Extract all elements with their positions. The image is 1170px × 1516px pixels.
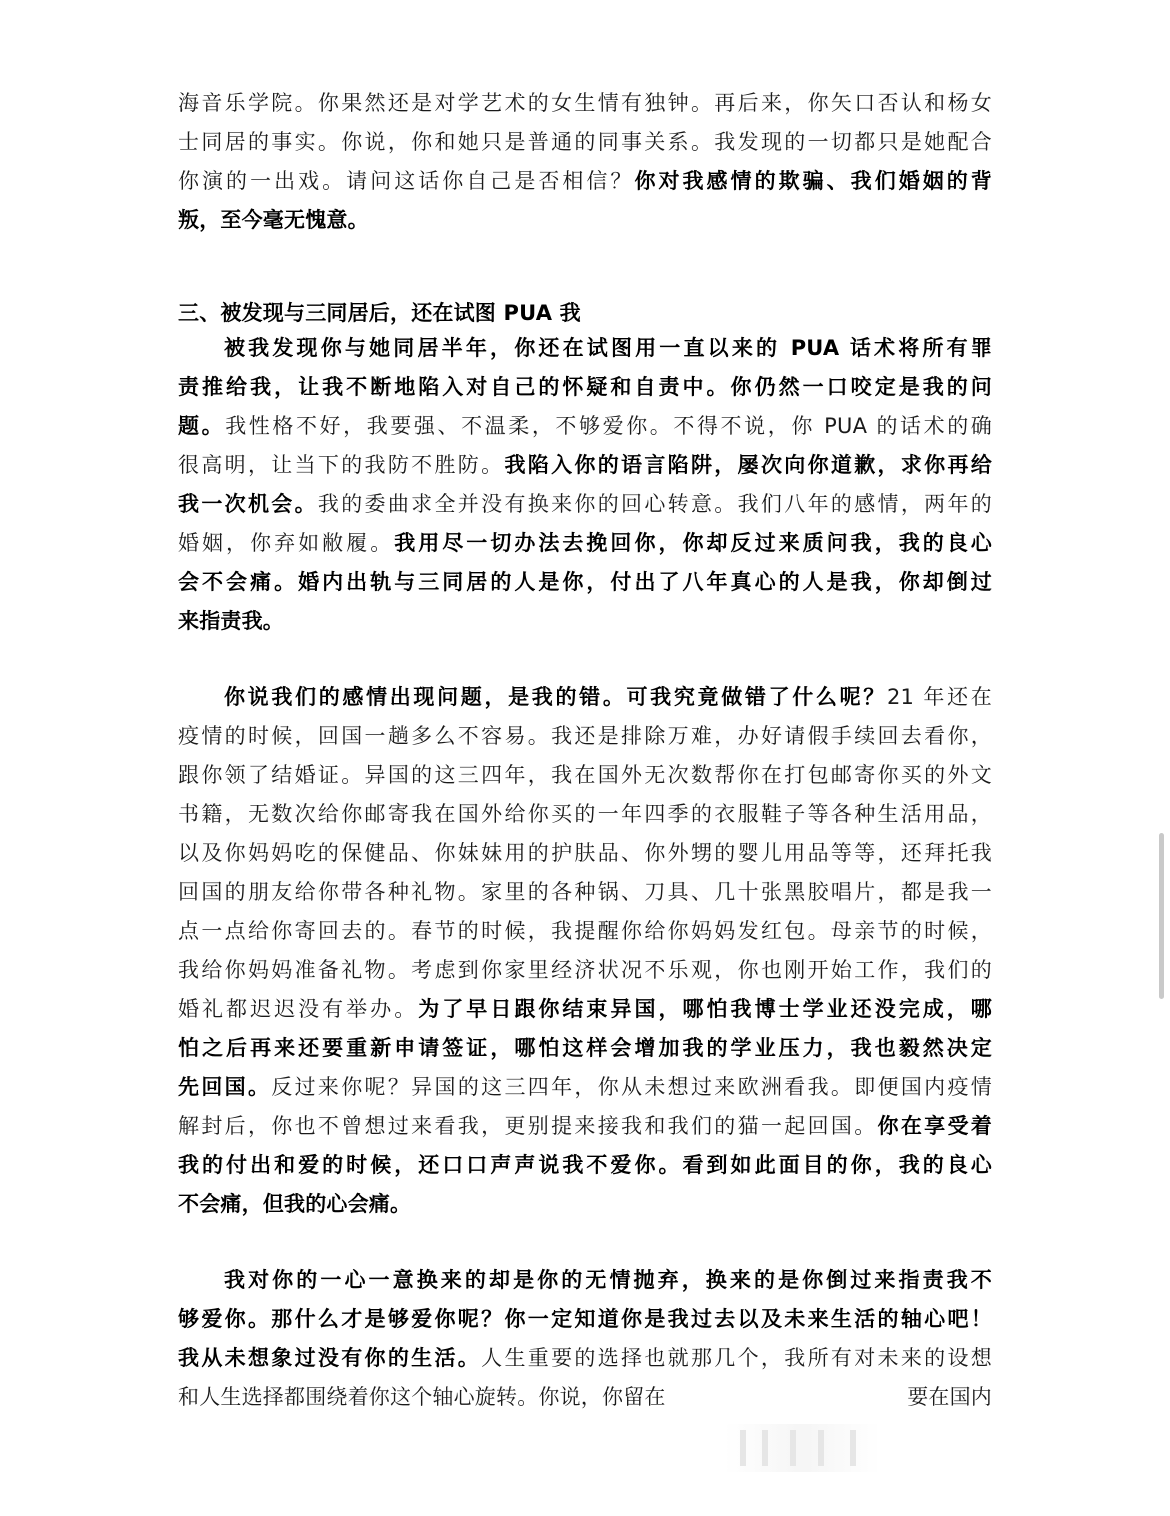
body-text: 人生重要的选择也就那几个，我所有对未来的设想 [481, 1346, 992, 1370]
text-line [178, 446, 992, 485]
redaction-blur [700, 1424, 905, 1472]
body-text: 我给你妈妈准备礼物。考虑到你家里经济状况不乐观，你也刚开始工作，我们的 [178, 958, 992, 982]
bold-text: 题。 [178, 414, 226, 438]
text-line [178, 563, 992, 602]
paragraph-gap [178, 641, 992, 678]
paragraph-gap [178, 240, 992, 279]
body-text: 回国的朋友给你带各种礼物。家里的各种锅、刀具、几十张黑胶唱片，都是我一 [178, 880, 992, 904]
body-text: 我性格不好，我要强、不温柔，不够爱你。不得不说，你 PUA 的话术的确 [225, 414, 992, 438]
body-text: 士同居的事实。你说，你和她只是普通的同事关系。我发现的一切都只是她配合 [178, 130, 992, 154]
text-line [178, 201, 992, 240]
body-text: 我的委曲求全并没有换来你的回心转意。我们八年的感情，两年的 [317, 492, 992, 516]
body-text: 你演的一出戏。请问这话你自己是否相信？ [178, 169, 635, 193]
body-text: 点一点给你寄回去的。春节的时候，我提醒你给你妈妈发红包。母亲节的时候， [178, 919, 992, 943]
vertical-scrollbar[interactable] [1159, 833, 1164, 999]
paragraph-1 [178, 84, 992, 240]
text-line [178, 1300, 992, 1339]
paragraph-3 [178, 678, 992, 1224]
text-line [178, 873, 992, 912]
text-line [178, 1261, 992, 1300]
bold-text: 我从未想象过没有你的生活。 [178, 1346, 482, 1370]
paragraph-gap [178, 279, 992, 297]
bold-text: 你仍然一口咬定是我的问 [730, 375, 992, 399]
text-line [178, 795, 992, 834]
text-line [178, 717, 992, 756]
body-text: 反过来你呢？异国的这三四年，你从未想过来欧洲看我。即便国内疫情 [271, 1075, 992, 1099]
bold-text: 我的付出和爱的时候，还口口声声说我不爱你。看到如此面目的你，我的良心 [178, 1153, 992, 1177]
bold-text: 不会痛，但我的心会痛。 [178, 1192, 412, 1216]
text-line [178, 162, 992, 201]
bold-text: 先回国。 [178, 1075, 272, 1099]
text-line [178, 1185, 992, 1224]
body-text: 婚礼都迟迟没有举办。 [178, 997, 419, 1021]
text-line [178, 84, 992, 123]
text-line [178, 756, 992, 795]
text-line [178, 951, 992, 990]
text-line [178, 602, 992, 641]
text-line [178, 1378, 992, 1417]
body-text: 婚姻，你弃如敝履。 [178, 531, 395, 555]
text-line [178, 1146, 992, 1185]
bold-text: 你在享受着 [877, 1114, 992, 1138]
text-line [178, 990, 992, 1029]
text-line [178, 485, 992, 524]
body-text: 海音乐学院。你果然还是对学艺术的女生情有独钟。再后来，你矢口否认和杨女 [178, 91, 992, 115]
text-line [178, 912, 992, 951]
body-text: 跟你领了结婚证。异国的这三四年，我在国外无次数帮你在打包邮寄你买的外文 [178, 763, 992, 787]
text-line [178, 329, 992, 368]
body-text: 和人生选择都围绕着你这个轴心旋转。你说，你留在 [178, 1385, 666, 1409]
body-text: 书籍，无数次给你邮寄我在国外给你买的一年四季的衣服鞋子等各种生活用品， [178, 802, 992, 826]
bold-text: 我用尽一切办法去挽回你，你却反过来质问我，我的良心 [394, 531, 992, 555]
bold-text: 为了早日跟你结束异国，哪怕我博士学业还没完成，哪 [418, 997, 992, 1021]
bold-text: 你说我们的感情出现问题，是我的错。可我究竟做错了什么呢？ [224, 685, 887, 709]
paragraph-gap [178, 1224, 992, 1261]
text-line [178, 524, 992, 563]
text-line [178, 834, 992, 873]
body-text: 解封后，你也不曾想过来看我，更别提来接我和我们的猫一起回国。 [178, 1114, 878, 1138]
bold-text: 会不会痛。婚内出轨与三同居的人是你，付出了八年真心的人是我，你却倒过 [178, 570, 992, 594]
body-text: 以及你妈妈吃的保健品、你妹妹用的护肤品、你外甥的婴儿用品等等，还拜托我 [178, 841, 992, 865]
paragraph-2 [178, 329, 992, 641]
text-line [178, 678, 992, 717]
document-page [178, 84, 992, 1417]
text-line [178, 1339, 992, 1378]
bold-text: 你对我感情的欺骗、我们婚姻的背 [634, 169, 992, 193]
body-text: 21 年还在 [886, 685, 992, 709]
body-text: 要在国内 [907, 1385, 992, 1409]
text-line [178, 1107, 992, 1146]
bold-text: 叛，至今毫无愧意。 [178, 208, 369, 232]
text-line [178, 1029, 992, 1068]
bold-text: 我一次机会。 [178, 492, 318, 516]
body-text: 疫情的时候，回国一趟多么不容易。我还是排除万难，办好请假手续回去看你， [178, 724, 992, 748]
bold-text: 来指责我。 [178, 609, 284, 633]
bold-text: 责推给我，让我不断地陷入对自己的怀疑和自责中。 [178, 375, 731, 399]
paragraph-4 [178, 1261, 992, 1417]
text-line [178, 1068, 992, 1107]
bold-text: 我对你的一心一意换来的却是你的无情抛弃，换来的是你倒过来指责我不 [224, 1268, 992, 1292]
bold-text: 够爱你。那什么才是够爱你呢？你一定知道你是我过去以及未来生活的轴心吧！ [178, 1307, 992, 1331]
section-heading: 三、被发现与三同居后，还在试图 PUA 我 [178, 301, 581, 325]
bold-text: 被我发现你与她同居半年，你还在试图用一直以来的 PUA 话术将所有罪 [224, 336, 992, 360]
bold-text: 我陷入你的语言陷阱，屡次向你道歉，求你再给 [504, 453, 992, 477]
text-line [178, 407, 992, 446]
bold-text: 怕之后再来还要重新申请签证，哪怕这样会增加我的学业压力，我也毅然决定 [178, 1036, 992, 1060]
text-line [178, 368, 992, 407]
text-line [178, 123, 992, 162]
body-text: 很高明，让当下的我防不胜防。 [178, 453, 505, 477]
